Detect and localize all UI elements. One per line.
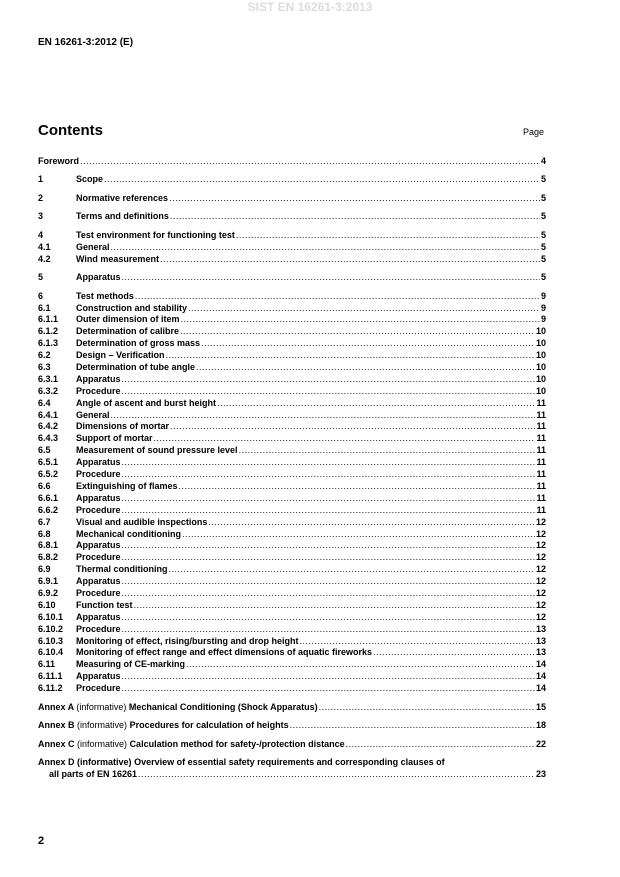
toc-leader-dots (239, 445, 536, 457)
table-of-contents (38, 156, 546, 781)
toc-entry-body (76, 564, 546, 576)
toc-entry-page: 11 (536, 409, 546, 420)
toc-entry-body (76, 636, 546, 648)
toc-entry-number: 6.7 (38, 516, 51, 527)
toc-entry[interactable] (38, 314, 546, 326)
toc-entry[interactable] (38, 303, 546, 315)
toc-entry-body (76, 433, 546, 445)
toc-entry-body (76, 362, 546, 374)
toc-entry[interactable] (38, 350, 546, 362)
toc-annex-title (38, 702, 318, 714)
toc-entry[interactable] (38, 600, 546, 612)
toc-leader-dots (188, 303, 540, 315)
toc-entry-title: Procedure (76, 683, 121, 694)
toc-entry-number: 6.10 (38, 599, 56, 610)
toc-leader-dots (160, 254, 540, 266)
watermark: SIST EN 16261-3:2013 (247, 0, 373, 14)
toc-entry-number: 4 (38, 229, 44, 240)
toc-entry-body (76, 552, 546, 564)
toc-entry[interactable] (38, 156, 546, 168)
toc-entry[interactable] (38, 564, 546, 576)
toc-annex-title (38, 757, 445, 769)
toc-entry-number: 6.8.2 (38, 552, 59, 563)
toc-entry-title: Foreword (38, 156, 80, 166)
toc-entry-body (76, 211, 546, 223)
toc-entry-title: Test methods (76, 290, 134, 301)
toc-leader-dots (196, 362, 535, 374)
toc-entry-number: 4.2 (38, 253, 51, 264)
toc-entry[interactable] (38, 493, 546, 505)
toc-entry-body (76, 303, 546, 315)
toc-entry[interactable] (38, 683, 546, 695)
toc-entry[interactable] (38, 338, 546, 350)
toc-entry[interactable] (38, 291, 546, 303)
toc-entry-page: 11 (536, 457, 546, 468)
toc-leader-dots (134, 600, 535, 612)
toc-entry-body (76, 193, 546, 205)
toc-entry-number: 6.1.2 (38, 326, 59, 337)
toc-entry-page: 11 (536, 492, 546, 503)
toc-entry-page: 10 (535, 338, 546, 349)
toc-leader-dots (122, 374, 535, 386)
toc-entry-page: 5 (540, 211, 546, 222)
toc-entry-title: Function test (76, 599, 133, 610)
annex-label: Annex D (38, 757, 75, 768)
toc-entry-body (76, 540, 546, 552)
toc-entry-page: 5 (540, 241, 546, 252)
toc-entry-body (76, 421, 546, 433)
toc-leader-dots (208, 517, 535, 529)
toc-leader-dots (169, 564, 535, 576)
toc-entry-body (76, 469, 546, 481)
toc-leader-dots (186, 659, 535, 671)
toc-entry-number: 4.1 (38, 241, 51, 252)
toc-entry-body (76, 481, 546, 493)
toc-entry-title: Apparatus (76, 540, 121, 551)
toc-entry[interactable] (38, 211, 546, 223)
toc-entry-title: Procedure (76, 504, 121, 515)
toc-entry-title: General (76, 241, 110, 252)
toc-entry[interactable] (38, 445, 546, 457)
toc-entry-title: Terms and definitions (76, 211, 169, 222)
toc-entry-number: 3 (38, 211, 44, 222)
toc-entry-body (76, 671, 546, 683)
toc-leader-dots (122, 540, 535, 552)
toc-entry-page: 5 (540, 253, 546, 264)
annex-title: Overview of essential safety requirements and corresponding clauses of (134, 757, 445, 768)
toc-leader-dots (154, 433, 536, 445)
toc-entry-body (49, 769, 546, 781)
toc-entry[interactable] (38, 433, 546, 445)
annex-qualifier: (informative) (76, 701, 127, 712)
toc-leader-dots (122, 612, 535, 624)
toc-entry-page: 11 (536, 421, 546, 432)
annex-label: Annex B (38, 720, 75, 731)
toc-entry-title: Procedure (76, 385, 121, 396)
toc-entry-number: 6 (38, 290, 44, 301)
toc-entry[interactable] (38, 374, 546, 386)
toc-entry-page: 10 (535, 385, 546, 396)
toc-entry-title: Visual and audible inspections (76, 516, 208, 527)
toc-entry[interactable] (38, 588, 546, 600)
toc-entry-page: 9 (540, 290, 546, 301)
toc-entry-title: Measurement of sound pressure level (76, 445, 238, 456)
toc-leader-dots (182, 529, 535, 541)
toc-entry-title: Apparatus (76, 457, 121, 468)
toc-entry-number: 6.10.2 (38, 623, 64, 634)
toc-leader-dots (180, 326, 535, 338)
toc-entry-page: 12 (535, 540, 546, 551)
toc-entry-body (38, 702, 546, 714)
toc-entry-number: 5 (38, 272, 44, 283)
toc-leader-dots (122, 493, 536, 505)
toc-entry-number: 6.11.1 (38, 671, 63, 682)
toc-leader-dots (217, 398, 535, 410)
toc-entry[interactable] (38, 272, 546, 284)
toc-entry-page: 12 (535, 564, 546, 575)
toc-entry-number: 6.1 (38, 302, 51, 313)
toc-leader-dots (138, 769, 535, 781)
toc-entry-page: 11 (536, 504, 546, 515)
toc-entry-number: 6.11.2 (38, 683, 63, 694)
toc-leader-dots (80, 156, 540, 168)
toc-entry-title: Determination of gross mass (76, 338, 201, 349)
toc-entry-number: 6.6.2 (38, 504, 59, 515)
toc-entry-page: 11 (536, 445, 546, 456)
toc-entry[interactable] (38, 469, 546, 481)
toc-entry-page: 12 (535, 552, 546, 563)
toc-leader-dots (122, 272, 540, 284)
toc-leader-dots (299, 636, 535, 648)
toc-entry-number: 6.3.1 (38, 373, 59, 384)
toc-entry-title: Construction and stability (76, 302, 188, 313)
toc-leader-dots (122, 457, 536, 469)
toc-entry-page: 9 (540, 302, 546, 313)
toc-entry[interactable] (38, 481, 546, 493)
annex-qualifier: (informative) (77, 738, 128, 749)
toc-entry[interactable] (38, 410, 546, 422)
toc-entry-body (76, 624, 546, 636)
toc-entry-title: Determination of calibre (76, 326, 180, 337)
toc-entry-number: 6.3.2 (38, 385, 59, 396)
toc-entry-body (76, 529, 546, 541)
toc-entry-page: 12 (535, 528, 546, 539)
toc-entry[interactable] (38, 242, 546, 254)
toc-leader-dots (170, 211, 540, 223)
toc-entry-page: 13 (535, 647, 546, 658)
toc-leader-dots (169, 193, 540, 205)
toc-entry-page: 5 (540, 174, 546, 185)
toc-entry-body (76, 291, 546, 303)
annex-title: Procedures for calculation of heights (129, 720, 289, 731)
toc-entry[interactable] (38, 624, 546, 636)
toc-leader-dots (170, 421, 535, 433)
toc-entry-number: 2 (38, 192, 44, 203)
toc-entry[interactable] (38, 457, 546, 469)
toc-entry-page: 9 (540, 314, 546, 325)
toc-entry[interactable] (38, 174, 546, 186)
toc-entry-page: 13 (535, 635, 546, 646)
toc-leader-dots (346, 739, 535, 751)
toc-entry-number: 1 (38, 174, 44, 185)
toc-entry-title: Scope (76, 174, 104, 185)
toc-leader-dots (181, 314, 540, 326)
toc-entry-number: 6.8 (38, 528, 51, 539)
toc-entry[interactable] (38, 647, 546, 659)
toc-leader-dots (104, 174, 540, 186)
toc-entry-number: 6.4 (38, 397, 51, 408)
toc-entry-number: 6.5.1 (38, 457, 59, 468)
toc-entry[interactable] (38, 421, 546, 433)
toc-entry-page: 18 (535, 720, 546, 731)
toc-entry-body (76, 374, 546, 386)
toc-entry-title: Design – Verification (76, 350, 165, 361)
toc-entry-title: Determination of tube angle (76, 362, 196, 373)
toc-annex-title (38, 720, 289, 732)
page-number: 2 (38, 835, 45, 847)
toc-entry[interactable] (38, 326, 546, 338)
toc-entry-title: Normative references (76, 192, 169, 203)
toc-leader-dots (179, 481, 536, 493)
toc-annex-entry[interactable] (38, 739, 546, 751)
toc-entry[interactable] (38, 576, 546, 588)
toc-leader-dots (166, 350, 535, 362)
toc-entry-title: Apparatus (76, 576, 121, 587)
toc-entry-page: 5 (540, 192, 546, 203)
toc-entry-page: 10 (535, 326, 546, 337)
toc-entry-number: 6.10.4 (38, 647, 64, 658)
toc-entry-title: Dimensions of mortar (76, 421, 170, 432)
toc-entry-title: Support of mortar (76, 433, 153, 444)
toc-leader-dots (373, 647, 535, 659)
toc-entry-title: Apparatus (76, 611, 121, 622)
toc-entry-body (76, 272, 546, 284)
toc-entry-title: Test environment for functioning test (76, 229, 235, 240)
toc-entry-body (38, 720, 546, 732)
toc-entry-title: Procedure (76, 469, 121, 480)
page-column-label: Page (523, 127, 545, 137)
annex-title: Calculation method for safety-/protection distance (129, 738, 345, 749)
toc-entry-body (76, 326, 546, 338)
toc-entry-number: 6.9 (38, 564, 51, 575)
toc-entry[interactable] (38, 636, 546, 648)
toc-entry-body (76, 588, 546, 600)
toc-entry-number: 6.6.1 (38, 492, 59, 503)
toc-leader-dots (236, 230, 540, 242)
toc-leader-dots (122, 671, 535, 683)
toc-entry-body (76, 683, 546, 695)
annex-title-continued: all parts of EN 16261 (49, 768, 138, 779)
toc-entry-body (76, 576, 546, 588)
toc-entry-title: Measuring of CE-marking (76, 659, 186, 670)
toc-entry-number: 6.3 (38, 362, 51, 373)
toc-entry-title: Thermal conditioning (76, 564, 168, 575)
toc-entry[interactable] (38, 193, 546, 205)
toc-entry[interactable] (38, 362, 546, 374)
toc-entry-body (76, 445, 546, 457)
toc-entry[interactable] (38, 517, 546, 529)
toc-entry[interactable] (38, 671, 546, 683)
toc-entry[interactable] (38, 552, 546, 564)
toc-entry-body (76, 230, 546, 242)
toc-entry-page: 11 (536, 469, 546, 480)
toc-entry-number: 6.1.3 (38, 338, 59, 349)
toc-entry-page: 15 (535, 701, 546, 712)
toc-leader-dots (122, 683, 535, 695)
toc-entry-page: 5 (540, 272, 546, 283)
toc-entry-body (38, 156, 546, 168)
toc-entry-number: 6.4.1 (38, 409, 59, 420)
toc-entry-body (76, 600, 546, 612)
toc-entry-page: 10 (535, 350, 546, 361)
toc-entry-body (76, 314, 546, 326)
toc-entry[interactable] (38, 505, 546, 517)
toc-entry-title: Apparatus (76, 272, 121, 283)
toc-entry-number: 6.10.1 (38, 611, 64, 622)
toc-entry-title: Extinguishing of flames (76, 480, 178, 491)
toc-entry-title: Apparatus (76, 373, 121, 384)
toc-leader-dots (290, 720, 535, 732)
toc-leader-dots (135, 291, 540, 303)
toc-leader-dots (319, 702, 535, 714)
toc-entry-title: Procedure (76, 552, 121, 563)
toc-annex-title (38, 739, 345, 751)
toc-entry-body (76, 398, 546, 410)
toc-entry-body (76, 242, 546, 254)
toc-entry-page: 12 (535, 599, 546, 610)
toc-entry-page: 14 (535, 671, 546, 682)
toc-entry[interactable] (38, 659, 546, 671)
toc-entry-page: 5 (540, 229, 546, 240)
toc-entry-number: 6.2 (38, 350, 51, 361)
toc-entry-number: 6.4.3 (38, 433, 59, 444)
toc-entry-page: 10 (535, 362, 546, 373)
toc-entry-page: 12 (535, 576, 546, 587)
toc-entry-number: 6.5.2 (38, 469, 59, 480)
toc-entry-number: 6.9.1 (38, 576, 59, 587)
toc-entry-body (76, 254, 546, 266)
toc-annex-entry[interactable] (38, 757, 546, 781)
toc-entry-page: 22 (535, 738, 546, 749)
toc-leader-dots (122, 552, 535, 564)
toc-entry-title: Wind measurement (76, 253, 159, 264)
toc-leader-dots (122, 588, 535, 600)
toc-entry-page: 11 (536, 480, 546, 491)
toc-entry[interactable] (38, 254, 546, 266)
toc-entry-body (76, 457, 546, 469)
toc-leader-dots (122, 505, 536, 517)
toc-entry[interactable] (38, 230, 546, 242)
toc-entry-title: Procedure (76, 587, 121, 598)
toc-entry-page: 11 (536, 433, 546, 444)
toc-entry[interactable] (38, 386, 546, 398)
toc-entry-page: 14 (535, 683, 546, 694)
toc-entry-number: 6.1.1 (38, 314, 59, 325)
toc-entry-title: General (76, 409, 110, 420)
toc-entry-title: Angle of ascent and burst height (76, 397, 217, 408)
toc-entry[interactable] (38, 612, 546, 624)
toc-entry-page: 14 (535, 659, 546, 670)
toc-entry-title: Monitoring of effect, rising/bursting and drop height (76, 635, 299, 646)
toc-entry-body (76, 410, 546, 422)
toc-entry-page: 13 (535, 623, 546, 634)
toc-entry-page: 12 (535, 516, 546, 527)
toc-entry-page: 11 (536, 397, 546, 408)
toc-annex-entry[interactable] (38, 720, 546, 732)
toc-entry-number: 6.6 (38, 480, 51, 491)
toc-entry-body (38, 739, 546, 751)
annex-qualifier: (informative) (77, 757, 132, 768)
toc-entry-title: Apparatus (76, 492, 121, 503)
toc-entry-body (76, 338, 546, 350)
toc-leader-dots (111, 410, 536, 422)
toc-entry-title: Outer dimension of item (76, 314, 180, 325)
toc-entry-title: Apparatus (76, 671, 121, 682)
toc-entry-page: 4 (540, 156, 546, 166)
annex-label: Annex A (38, 701, 74, 712)
toc-entry[interactable] (38, 398, 546, 410)
toc-leader-dots (122, 469, 536, 481)
annex-title: Mechanical Conditioning (Shock Apparatus) (128, 701, 318, 712)
toc-leader-dots (122, 576, 535, 588)
toc-entry-body (76, 517, 546, 529)
toc-entry-page: 10 (535, 373, 546, 384)
toc-entry-number: 6.9.2 (38, 587, 59, 598)
toc-entry-page: 12 (535, 587, 546, 598)
toc-leader-dots (111, 242, 540, 254)
toc-entry-number: 6.8.1 (38, 540, 59, 551)
toc-entry-number: 6.10.3 (38, 635, 64, 646)
toc-entry-page: 12 (535, 611, 546, 622)
toc-entry-page: 23 (535, 768, 546, 779)
annex-qualifier: (informative) (77, 720, 128, 731)
toc-entry-body (76, 612, 546, 624)
toc-leader-dots (201, 338, 535, 350)
toc-leader-dots (122, 386, 535, 398)
toc-entry-body (76, 505, 546, 517)
toc-entry-number: 6.4.2 (38, 421, 59, 432)
toc-annex-entry[interactable] (38, 702, 546, 714)
annex-label: Annex C (38, 738, 75, 749)
toc-entry[interactable] (38, 540, 546, 552)
toc-entry-body (76, 647, 546, 659)
toc-entry[interactable] (38, 529, 546, 541)
toc-entry-title: Monitoring of effect range and effect dimensions of aquatic fireworks (76, 647, 373, 658)
toc-entry-body (76, 659, 546, 671)
toc-entry-number: 6.5 (38, 445, 51, 456)
toc-entry-number: 6.11 (38, 659, 56, 670)
toc-entry-body (76, 493, 546, 505)
toc-leader-dots (122, 624, 535, 636)
page-title: Contents (38, 122, 103, 139)
toc-entry-title: Procedure (76, 623, 121, 634)
toc-entry-body (76, 174, 546, 186)
toc-entry-body (76, 350, 546, 362)
toc-entry-body (76, 386, 546, 398)
document-id: EN 16261-3:2012 (E) (38, 37, 134, 48)
toc-entry-title: Mechanical conditioning (76, 528, 182, 539)
